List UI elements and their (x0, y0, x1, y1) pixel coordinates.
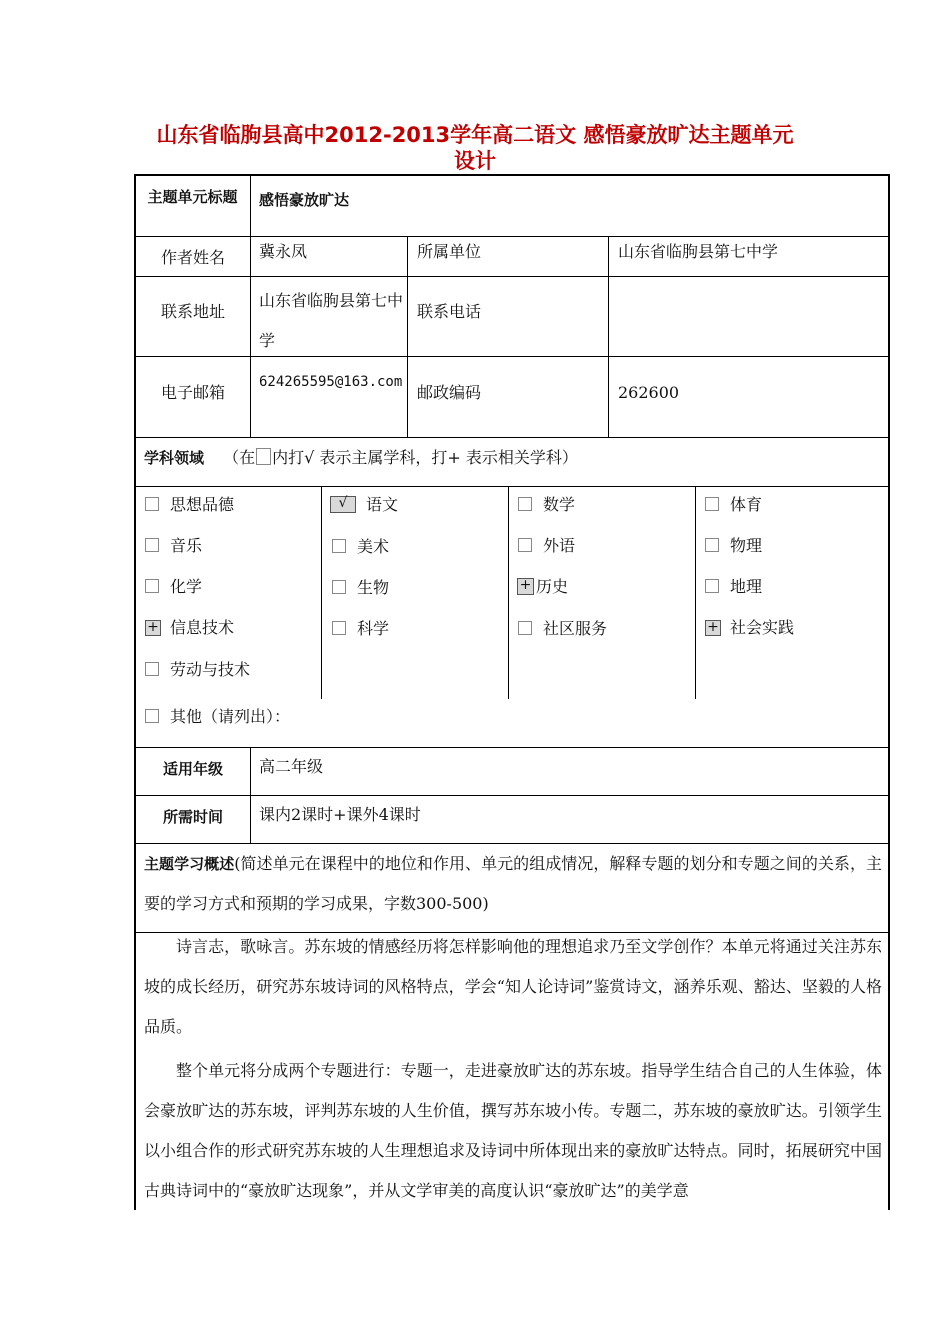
row-divider (134, 276, 890, 277)
checkbox[interactable] (705, 579, 719, 593)
email-value: 624265595@163.com (259, 374, 403, 390)
subject-area-note-post: 内打√ 表示主属学科，打+ 表示相关学科） (272, 448, 578, 467)
checkbox[interactable] (145, 579, 159, 593)
subject-area-note-pre: （在 (223, 448, 256, 467)
checkbox[interactable]: √ (330, 496, 356, 513)
overview-header (144, 844, 882, 924)
subject-label: 数学 (543, 495, 576, 514)
checkbox[interactable] (332, 539, 346, 553)
subject-label: 外语 (543, 536, 576, 555)
subject-label: 科学 (357, 619, 390, 638)
subject-label: 生物 (357, 578, 390, 597)
col-divider (250, 176, 251, 437)
time-label: 所需时间 (162, 808, 223, 826)
email-label: 电子邮箱 (160, 383, 225, 402)
subject-label: 美术 (357, 537, 390, 556)
overview-label: 主题学习概述 (144, 855, 235, 873)
address-value: 山东省临朐县第七中学 (259, 291, 404, 350)
subject-label: 体育 (730, 495, 763, 514)
subject-label: 信息技术 (170, 618, 235, 637)
row-divider (134, 486, 890, 487)
subject-area-header (144, 448, 578, 468)
unit-label: 所属单位 (417, 242, 482, 261)
title-line-1: 山东省临朐县高中2012-2013学年高二语文 感悟豪放旷达主题单元 (156, 123, 794, 147)
overview-paragraph-2: 整个单元将分成两个专题进行：专题一，走进豪放旷达的苏东坡。指导学生结合自己的人生体验，体会豪放旷达的苏东坡，评判苏东坡的人生价值，撰写苏东坡小传。专题二，苏东坡的豪放旷达。引领学生以小组合作的形式研究苏东坡的人生理想追求及诗词中所体现出来的豪放旷达特点。同时，拓展研究中国古典诗词中的“豪放旷达现象”，并从文学审美的高度认识“豪放旷达”的美学意 (144, 1061, 882, 1200)
col-divider (608, 236, 609, 437)
checkbox[interactable] (145, 662, 159, 676)
zip-label: 邮政编码 (417, 383, 482, 402)
subject-label: 物理 (730, 536, 763, 555)
row-divider (134, 356, 890, 357)
checkbox[interactable] (145, 497, 159, 511)
row-divider (134, 747, 890, 748)
checkbox[interactable]: + (705, 620, 721, 636)
grade-value: 高二年级 (259, 757, 324, 776)
address-label: 联系地址 (160, 302, 225, 321)
subject-area-label: 学科领域 (144, 449, 205, 467)
row-divider (134, 437, 890, 438)
checkbox[interactable] (518, 538, 532, 552)
checkbox[interactable] (332, 580, 346, 594)
row-divider (134, 795, 890, 796)
checkbox[interactable] (705, 538, 719, 552)
subject-label: 地理 (730, 577, 763, 596)
title-line-2: 设计 (454, 149, 496, 173)
checkbox[interactable]: + (517, 578, 534, 595)
col-divider (508, 486, 509, 699)
row-divider (134, 236, 890, 237)
subject-label: 劳动与技术 (170, 660, 251, 679)
checkbox[interactable] (705, 497, 719, 511)
checkbox[interactable]: + (145, 620, 161, 636)
checkbox[interactable] (145, 538, 159, 552)
checkbox[interactable] (518, 497, 532, 511)
overview-paragraph-1: 诗言志，歌咏言。苏东坡的情感经历将怎样影响他的理想追求乃至文学创作？本单元将通过关注苏东坡的成长经历，研究苏东坡诗词的风格特点，学会“知人论诗词”鉴赏诗文，涵养乐观、豁达、坚毅的人格品质。 (144, 937, 882, 1036)
col-divider (321, 486, 322, 699)
col-divider (407, 236, 408, 437)
other-subject-label: 其他（请列出）： (170, 707, 291, 726)
phone-label: 联系电话 (417, 302, 482, 321)
subject-label: 社区服务 (543, 619, 608, 638)
subject-label: 思想品德 (170, 495, 235, 514)
col-divider (250, 747, 251, 843)
unit-title-value: 感悟豪放旷达 (259, 191, 350, 209)
unit-title-label: 主题单元标题 (147, 188, 238, 206)
unit-value: 山东省临朐县第七中学 (618, 242, 779, 261)
subject-label: 语文 (366, 495, 399, 514)
document-title (120, 122, 830, 174)
subject-label: 化学 (170, 577, 203, 596)
empty-box-icon (256, 448, 271, 465)
time-value: 课内2课时+课外4课时 (259, 805, 421, 824)
overview-hint: (简述单元在课程中的地位和作用、单元的组成情况，解释专题的划分和专题之间的关系，主要的学习方式和预期的学习成果，字数300-500) (144, 854, 882, 913)
col-divider (695, 486, 696, 699)
subject-label: 历史 (536, 577, 569, 596)
checkbox[interactable] (145, 709, 159, 723)
subject-label: 音乐 (170, 536, 203, 555)
subject-label: 社会实践 (730, 618, 795, 637)
grade-label: 适用年级 (162, 760, 223, 778)
zip-value: 262600 (618, 383, 680, 402)
author-value: 冀永凤 (259, 242, 308, 261)
checkbox[interactable] (332, 621, 346, 635)
author-label: 作者姓名 (160, 248, 225, 267)
checkbox[interactable] (518, 621, 532, 635)
